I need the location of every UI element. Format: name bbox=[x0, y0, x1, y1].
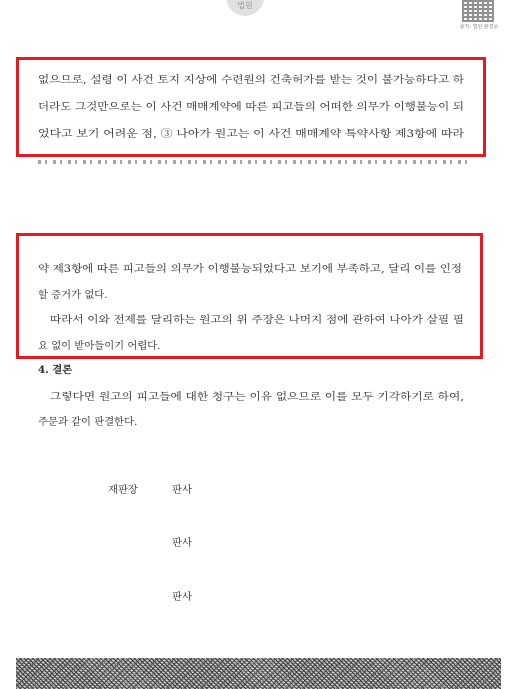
paragraph1-line2: 더라도 그것만으로는 이 사건 매매계약에 따른 피고들의 어떠한 의무가 이행불능이 되 bbox=[38, 101, 465, 113]
judge-label-2: 판사 bbox=[172, 537, 192, 549]
judge-label-3: 판사 bbox=[172, 591, 192, 603]
conclusion-heading: 4. 결론 bbox=[38, 364, 73, 376]
presiding-judge-title: 재판장 bbox=[108, 484, 138, 496]
scan-noise-footer bbox=[16, 658, 501, 689]
judge-label-1: 판사 bbox=[172, 484, 192, 496]
paragraph1-line3: 었다고 보기 어려운 점, ③ 나아가 원고는 이 사건 매매계약 특약사항 제3항에 따라 bbox=[38, 128, 465, 140]
paragraph2-line3: 따라서 이와 전제를 달리하는 원고의 위 주장은 나머지 점에 관하여 나아가 살필 필 bbox=[50, 314, 464, 326]
cut-off-text-line bbox=[38, 160, 468, 164]
paragraph1-line1: 없으므로, 설령 이 사건 토지 지상에 수련원의 건축허가를 받는 것이 불가능하다고 하 bbox=[38, 74, 465, 86]
paragraph2-line4: 요 없이 받아들이기 어렵다. bbox=[38, 340, 161, 352]
court-seal-icon: 법원 bbox=[226, 0, 264, 16]
paragraph2-line2: 할 증거가 없다. bbox=[38, 289, 108, 301]
qr-code-icon bbox=[462, 0, 494, 22]
conclusion-line2: 주문과 같이 판결한다. bbox=[38, 416, 138, 428]
conclusion-line1: 그렇다면 원고의 피고들에 대한 청구는 이유 없으므로 이를 모두 기각하기로 하여, bbox=[50, 391, 465, 403]
qr-caption: 출처: 법원 판결문 bbox=[459, 24, 499, 30]
paragraph2-line1: 약 제3항에 따른 피고들의 의무가 이행불능되었다고 보기에 부족하고, 달리 이를 인정 bbox=[38, 263, 463, 275]
